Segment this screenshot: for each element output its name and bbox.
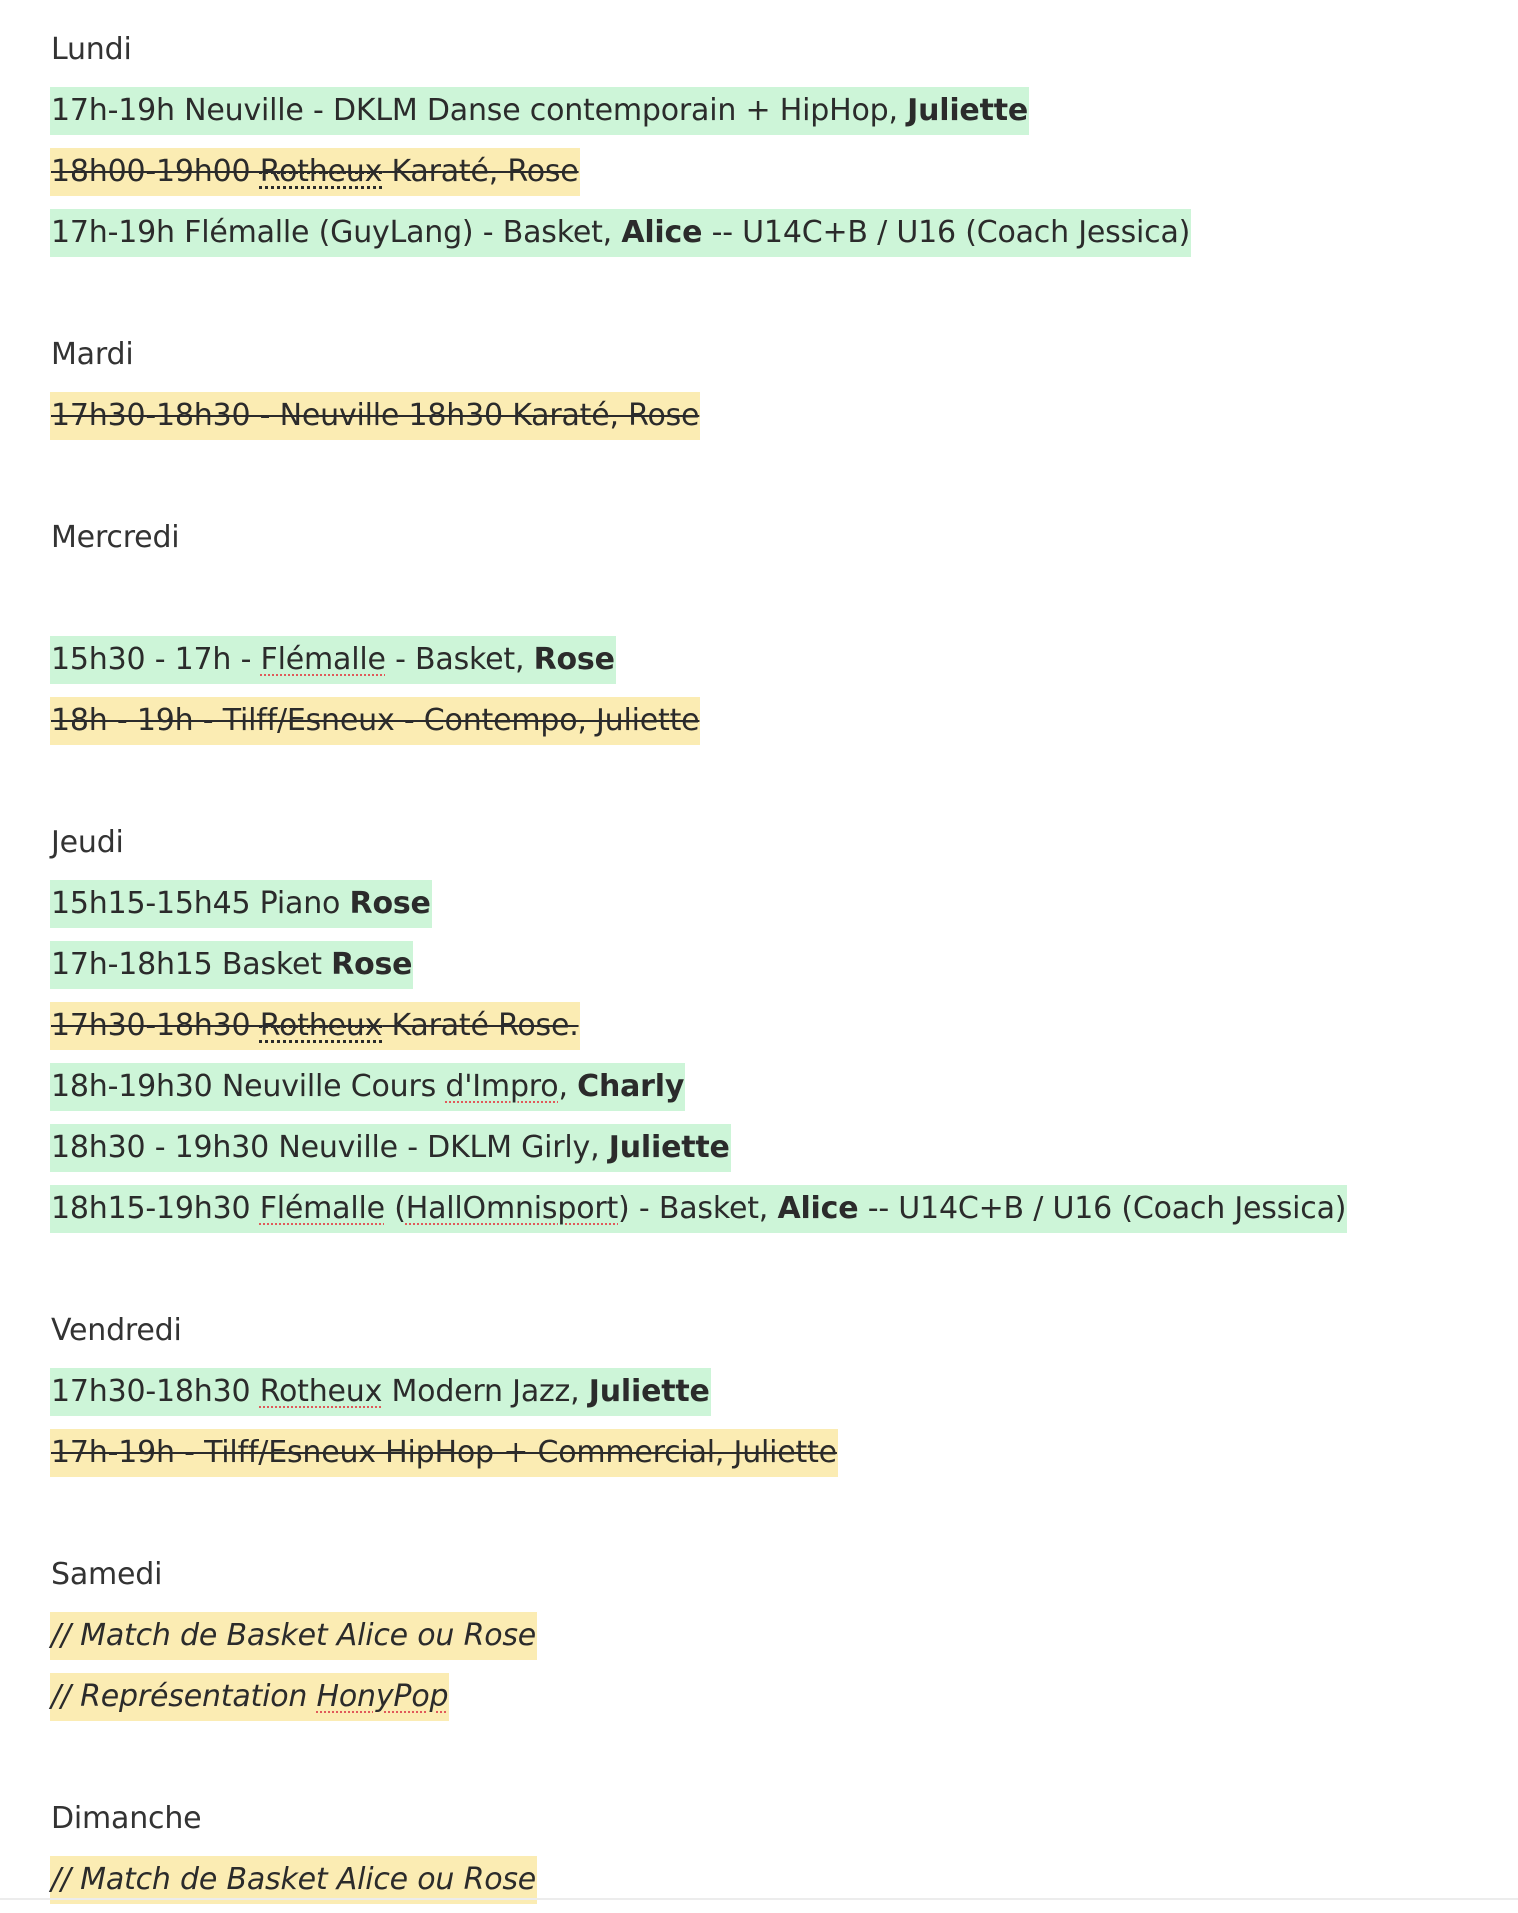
day-heading[interactable]	[50, 1303, 1490, 1364]
day-heading[interactable]	[50, 1791, 1490, 1852]
schedule-entry-text	[50, 941, 413, 989]
day-heading[interactable]	[50, 815, 1490, 876]
empty-line	[50, 449, 1490, 510]
schedule-entry-text	[50, 1856, 537, 1904]
empty-line	[50, 1486, 1490, 1547]
day-heading-text: Mardi	[51, 337, 134, 372]
day-heading-text: Lundi	[51, 32, 132, 67]
schedule-entry[interactable]	[50, 144, 1490, 205]
day-heading[interactable]	[50, 510, 1490, 571]
empty-line	[50, 266, 1490, 327]
schedule-entry[interactable]	[50, 1181, 1490, 1242]
day-heading[interactable]	[50, 327, 1490, 388]
entry-text-segment: 18h00-19h00	[51, 154, 260, 189]
schedule-entry-text	[50, 880, 432, 928]
entry-text-segment: 17h-19h - Tilff/Esneux HipHop + Commercial, Juliette	[51, 1435, 837, 1470]
schedule-entry[interactable]	[50, 83, 1490, 144]
spellcheck-word: d'Impro	[445, 1069, 559, 1104]
entry-text-segment: 18h-19h30 Neuville Cours	[51, 1069, 446, 1104]
person-name: Juliette	[907, 93, 1029, 128]
day-heading-text: Jeudi	[51, 825, 124, 860]
document-body[interactable]	[50, 22, 1490, 1913]
entry-text-segment: Karaté, Rose	[382, 154, 579, 189]
entry-text-segment: Karaté Rose.	[382, 1008, 579, 1043]
entry-text-segment: -- U14C+B / U16 (Coach Jessica)	[702, 215, 1191, 250]
entry-text-segment: 17h-18h15 Basket	[51, 947, 332, 982]
empty-line	[50, 1730, 1490, 1791]
spellcheck-word: Rotheux	[259, 1008, 383, 1043]
empty-line	[50, 754, 1490, 815]
entry-text-segment: Modern Jazz,	[382, 1374, 589, 1409]
schedule-entry-text	[50, 1612, 537, 1660]
empty-line	[50, 1242, 1490, 1303]
entry-text-segment: (	[384, 1191, 406, 1226]
entry-text-segment: 17h-19h Neuville - DKLM Danse contemporain + HipHop,	[51, 93, 908, 128]
entry-text-segment: - Basket,	[385, 642, 534, 677]
day-heading-text: Samedi	[51, 1557, 163, 1592]
schedule-entry-text	[50, 1002, 580, 1050]
entry-text-segment: 17h30-18h30 - Neuville 18h30 Karaté, Rose	[51, 398, 700, 433]
schedule-entry-text	[50, 1673, 449, 1721]
schedule-entry[interactable]	[50, 1669, 1490, 1730]
schedule-entry[interactable]	[50, 1120, 1490, 1181]
spellcheck-word: Rotheux	[259, 1374, 383, 1409]
entry-text-segment: 17h30-18h30	[51, 1008, 260, 1043]
day-heading-text: Dimanche	[51, 1801, 202, 1836]
day-heading-text: Mercredi	[51, 520, 180, 555]
entry-text-segment: 18h15-19h30	[51, 1191, 260, 1226]
person-name: Juliette	[588, 1374, 710, 1409]
entry-text-segment: 15h15-15h45 Piano	[51, 886, 350, 921]
entry-text-segment: // Représentation	[51, 1679, 317, 1714]
entry-text-segment: 18h30 - 19h30 Neuville - DKLM Girly,	[51, 1130, 609, 1165]
spellcheck-word: HonyPop	[316, 1679, 449, 1714]
schedule-entry[interactable]	[50, 1364, 1490, 1425]
entry-text-segment: // Match de Basket Alice ou Rose	[51, 1618, 537, 1653]
spellcheck-word: Rotheux	[259, 154, 383, 189]
person-name: Charly	[577, 1069, 685, 1104]
entry-text-segment: ) - Basket,	[618, 1191, 778, 1226]
schedule-entry-text	[50, 1124, 731, 1172]
day-heading[interactable]	[50, 22, 1490, 83]
schedule-entry[interactable]	[50, 1059, 1490, 1120]
schedule-entry-text	[50, 1063, 685, 1111]
entry-text-segment: // Match de Basket Alice ou Rose	[51, 1862, 537, 1897]
spellcheck-word: Flémalle	[260, 642, 386, 677]
day-heading-text: Vendredi	[51, 1313, 182, 1348]
entry-text-segment: ,	[558, 1069, 578, 1104]
entry-text-segment: 17h-19h Flémalle (GuyLang) - Basket,	[51, 215, 622, 250]
person-name: Alice	[621, 215, 703, 250]
schedule-entry[interactable]	[50, 693, 1490, 754]
schedule-entry-text	[50, 1368, 711, 1416]
schedule-entry-text	[50, 392, 700, 440]
person-name: Rose	[349, 886, 431, 921]
schedule-entry[interactable]	[50, 205, 1490, 266]
schedule-entry[interactable]	[50, 1852, 1490, 1913]
entry-text-segment: 15h30 - 17h -	[51, 642, 261, 677]
person-name: Rose	[533, 642, 615, 677]
schedule-entry-text	[50, 1185, 1347, 1233]
entry-text-segment: 18h - 19h - Tilff/Esneux - Contempo, Juliette	[51, 703, 700, 738]
schedule-entry[interactable]	[50, 632, 1490, 693]
person-name: Juliette	[608, 1130, 730, 1165]
spellcheck-word: Flémalle	[259, 1191, 385, 1226]
spellcheck-word: HallOmnisport	[405, 1191, 619, 1226]
schedule-entry[interactable]	[50, 1425, 1490, 1486]
schedule-entry-text	[50, 1429, 838, 1477]
person-name: Alice	[777, 1191, 859, 1226]
schedule-entry[interactable]	[50, 388, 1490, 449]
schedule-entry[interactable]	[50, 1608, 1490, 1669]
schedule-entry[interactable]	[50, 937, 1490, 998]
entry-text-segment: -- U14C+B / U16 (Coach Jessica)	[858, 1191, 1347, 1226]
schedule-entry-text	[50, 87, 1029, 135]
schedule-entry-text	[50, 209, 1191, 257]
schedule-entry-text	[50, 636, 616, 684]
entry-text-segment: 17h30-18h30	[51, 1374, 260, 1409]
schedule-entry[interactable]	[50, 876, 1490, 937]
schedule-entry-text	[50, 697, 700, 745]
person-name: Rose	[331, 947, 413, 982]
schedule-entry[interactable]	[50, 998, 1490, 1059]
day-heading[interactable]	[50, 1547, 1490, 1608]
schedule-entry-text	[50, 148, 580, 196]
empty-line	[50, 571, 1490, 632]
